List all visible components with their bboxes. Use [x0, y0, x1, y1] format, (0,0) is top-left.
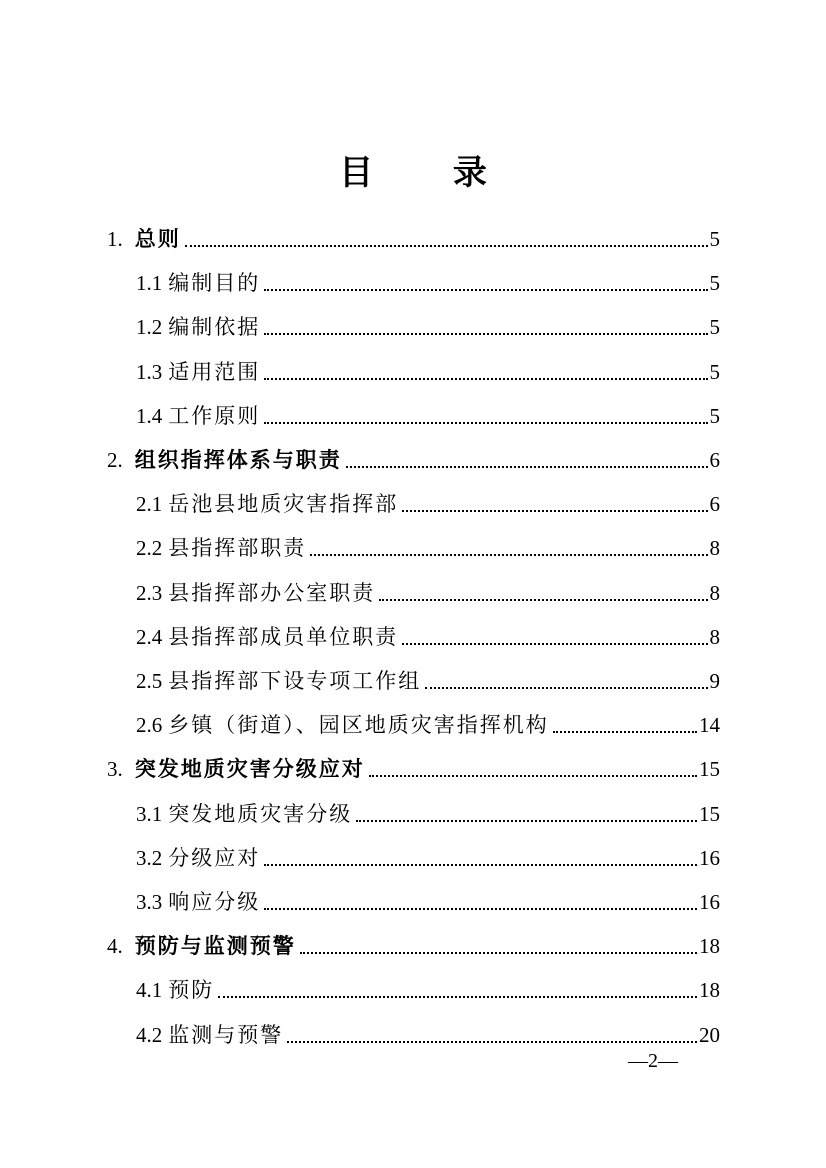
toc-entry-label	[136, 491, 398, 517]
toc-entry-page: 16	[699, 890, 720, 914]
toc-entry-text: 县指挥部下设专项工作组	[168, 669, 422, 693]
toc-entry-text: 突发地质灾害分级应对	[134, 757, 365, 782]
toc-entry-number: 4.	[107, 934, 123, 959]
toc-entry-text: 预防	[168, 978, 215, 1003]
dot-leader	[369, 775, 697, 777]
toc-entry-text: 乡镇（街道）、园区地质灾害指挥机构	[168, 713, 549, 738]
toc-entry-label	[107, 226, 181, 252]
toc-entry[interactable]	[136, 562, 720, 606]
toc-entry-page: 14	[699, 713, 720, 738]
toc-entry-text: 工作原则	[168, 403, 261, 428]
dot-leader	[402, 510, 707, 512]
toc-entry-page: 9	[709, 669, 720, 693]
toc-entry-number: 2.4	[136, 624, 163, 649]
toc-entry-number: 1.2	[136, 315, 163, 340]
toc-entry-page: 8	[709, 536, 720, 561]
toc-entry-page: 5	[709, 359, 720, 384]
toc-entry-label	[136, 668, 421, 694]
toc-entry[interactable]	[136, 1004, 720, 1048]
toc-entry[interactable]	[107, 429, 720, 473]
toc-entry-page: 20	[699, 1022, 720, 1047]
toc-entry-page: 18	[699, 934, 720, 959]
toc-entry-number: 4.1	[136, 978, 163, 1003]
toc-entry[interactable]	[136, 783, 720, 827]
toc-entry-number: 1.1	[136, 271, 163, 296]
toc-entry-label	[136, 712, 549, 738]
toc-entry-text: 岳池县地质灾害指挥部	[168, 492, 399, 517]
toc-entry-text: 县指挥部成员单位职责	[168, 624, 399, 649]
toc-entry[interactable]	[136, 827, 720, 871]
toc-entry-label	[107, 756, 365, 782]
toc-entry-page: 15	[699, 757, 720, 782]
toc-entry-text: 预防与监测预警	[134, 934, 296, 959]
toc-entry-page: 6	[709, 492, 720, 517]
dot-leader	[402, 643, 707, 645]
toc-entry[interactable]	[107, 208, 720, 252]
dot-leader	[264, 289, 707, 291]
toc-entry-number: 3.3	[136, 890, 163, 914]
dot-leader	[425, 687, 707, 689]
toc-entry-text: 分级应对	[168, 845, 261, 870]
toc-entry[interactable]	[107, 915, 720, 959]
toc-entry-number: 4.2	[136, 1022, 163, 1047]
toc-entry-number: 2.3	[136, 580, 163, 605]
toc-entry-page: 5	[709, 315, 720, 340]
toc-entry-number: 3.	[107, 757, 123, 782]
dot-leader	[300, 952, 697, 954]
toc-entry-number: 2.	[107, 448, 123, 472]
toc-entry-text: 县指挥部职责	[168, 536, 307, 561]
toc-entry-text: 响应分级	[168, 890, 261, 914]
toc-entry-text: 编制目的	[168, 271, 261, 296]
dot-leader	[287, 1041, 697, 1043]
toc-entry-number: 2.1	[136, 492, 163, 517]
toc-entry-number: 1.3	[136, 359, 163, 384]
dot-leader	[185, 245, 708, 247]
toc-entry-label	[136, 580, 375, 606]
toc-entry-page: 8	[709, 580, 720, 605]
dot-leader	[356, 820, 697, 822]
dot-leader	[553, 731, 697, 733]
toc-entry[interactable]	[136, 650, 720, 694]
dot-leader	[379, 599, 707, 601]
toc-entry-text: 县指挥部办公室职责	[168, 580, 376, 605]
dot-leader	[264, 908, 697, 910]
toc-entry[interactable]	[136, 606, 720, 650]
toc-entry-label	[136, 845, 260, 871]
dot-leader	[264, 422, 707, 424]
toc-entry[interactable]	[107, 738, 720, 782]
toc-entry[interactable]	[136, 959, 720, 1003]
toc-entry-number: 1.	[107, 227, 123, 251]
dot-leader	[218, 996, 697, 998]
toc-entry[interactable]	[136, 473, 720, 517]
toc-entry-number: 3.2	[136, 845, 163, 870]
toc-entry-page: 5	[709, 227, 720, 251]
toc-entry-text: 编制依据	[168, 315, 261, 340]
toc-entry[interactable]	[136, 252, 720, 296]
toc-entry-text: 突发地质灾害分级	[168, 801, 353, 826]
dot-leader	[264, 378, 707, 380]
toc-entry-label	[136, 889, 260, 915]
toc-entry-label	[136, 624, 398, 650]
toc-entry-number: 2.5	[136, 669, 163, 693]
toc-entry-page: 8	[709, 624, 720, 649]
toc-entry-label	[136, 403, 260, 429]
dot-leader	[264, 333, 707, 335]
toc-entry-number: 2.2	[136, 536, 163, 561]
toc-entry-label	[107, 933, 296, 959]
toc-entry[interactable]	[136, 871, 720, 915]
toc-entry-page: 5	[709, 403, 720, 428]
dot-leader	[310, 554, 707, 556]
toc-entry-page: 6	[709, 448, 720, 472]
toc-entry-label	[136, 359, 260, 385]
toc-entry-number: 1.4	[136, 403, 163, 428]
toc-entry-text: 适用范围	[168, 359, 261, 384]
toc-entry-page: 15	[699, 801, 720, 826]
page-number: —2—	[628, 1050, 678, 1072]
toc-entry-label	[136, 977, 214, 1003]
toc-title: 目 录	[339, 153, 521, 193]
toc-entry-label	[136, 1022, 283, 1048]
toc-entry-number: 2.6	[136, 713, 163, 738]
toc-entry-text: 总则	[134, 227, 181, 251]
toc-entry[interactable]	[136, 694, 720, 738]
toc-entry[interactable]	[136, 385, 720, 429]
toc-entry[interactable]	[136, 517, 720, 561]
toc-entry-label	[107, 447, 342, 473]
toc-entry-page: 16	[699, 845, 720, 870]
toc-entry-page: 5	[709, 271, 720, 296]
toc-entry-label	[136, 314, 260, 340]
toc-entry-page: 18	[699, 978, 720, 1003]
toc-entry[interactable]	[136, 296, 720, 340]
dot-leader	[264, 864, 697, 866]
dot-leader	[346, 466, 708, 468]
toc-entry-label	[136, 270, 260, 296]
toc-entry-number: 3.1	[136, 801, 163, 826]
toc-entry-label	[136, 801, 352, 827]
toc-entry-text: 组织指挥体系与职责	[134, 448, 342, 472]
toc-entry-label	[136, 535, 306, 561]
toc-entry[interactable]	[136, 341, 720, 385]
toc-entry-text: 监测与预警	[168, 1022, 284, 1047]
